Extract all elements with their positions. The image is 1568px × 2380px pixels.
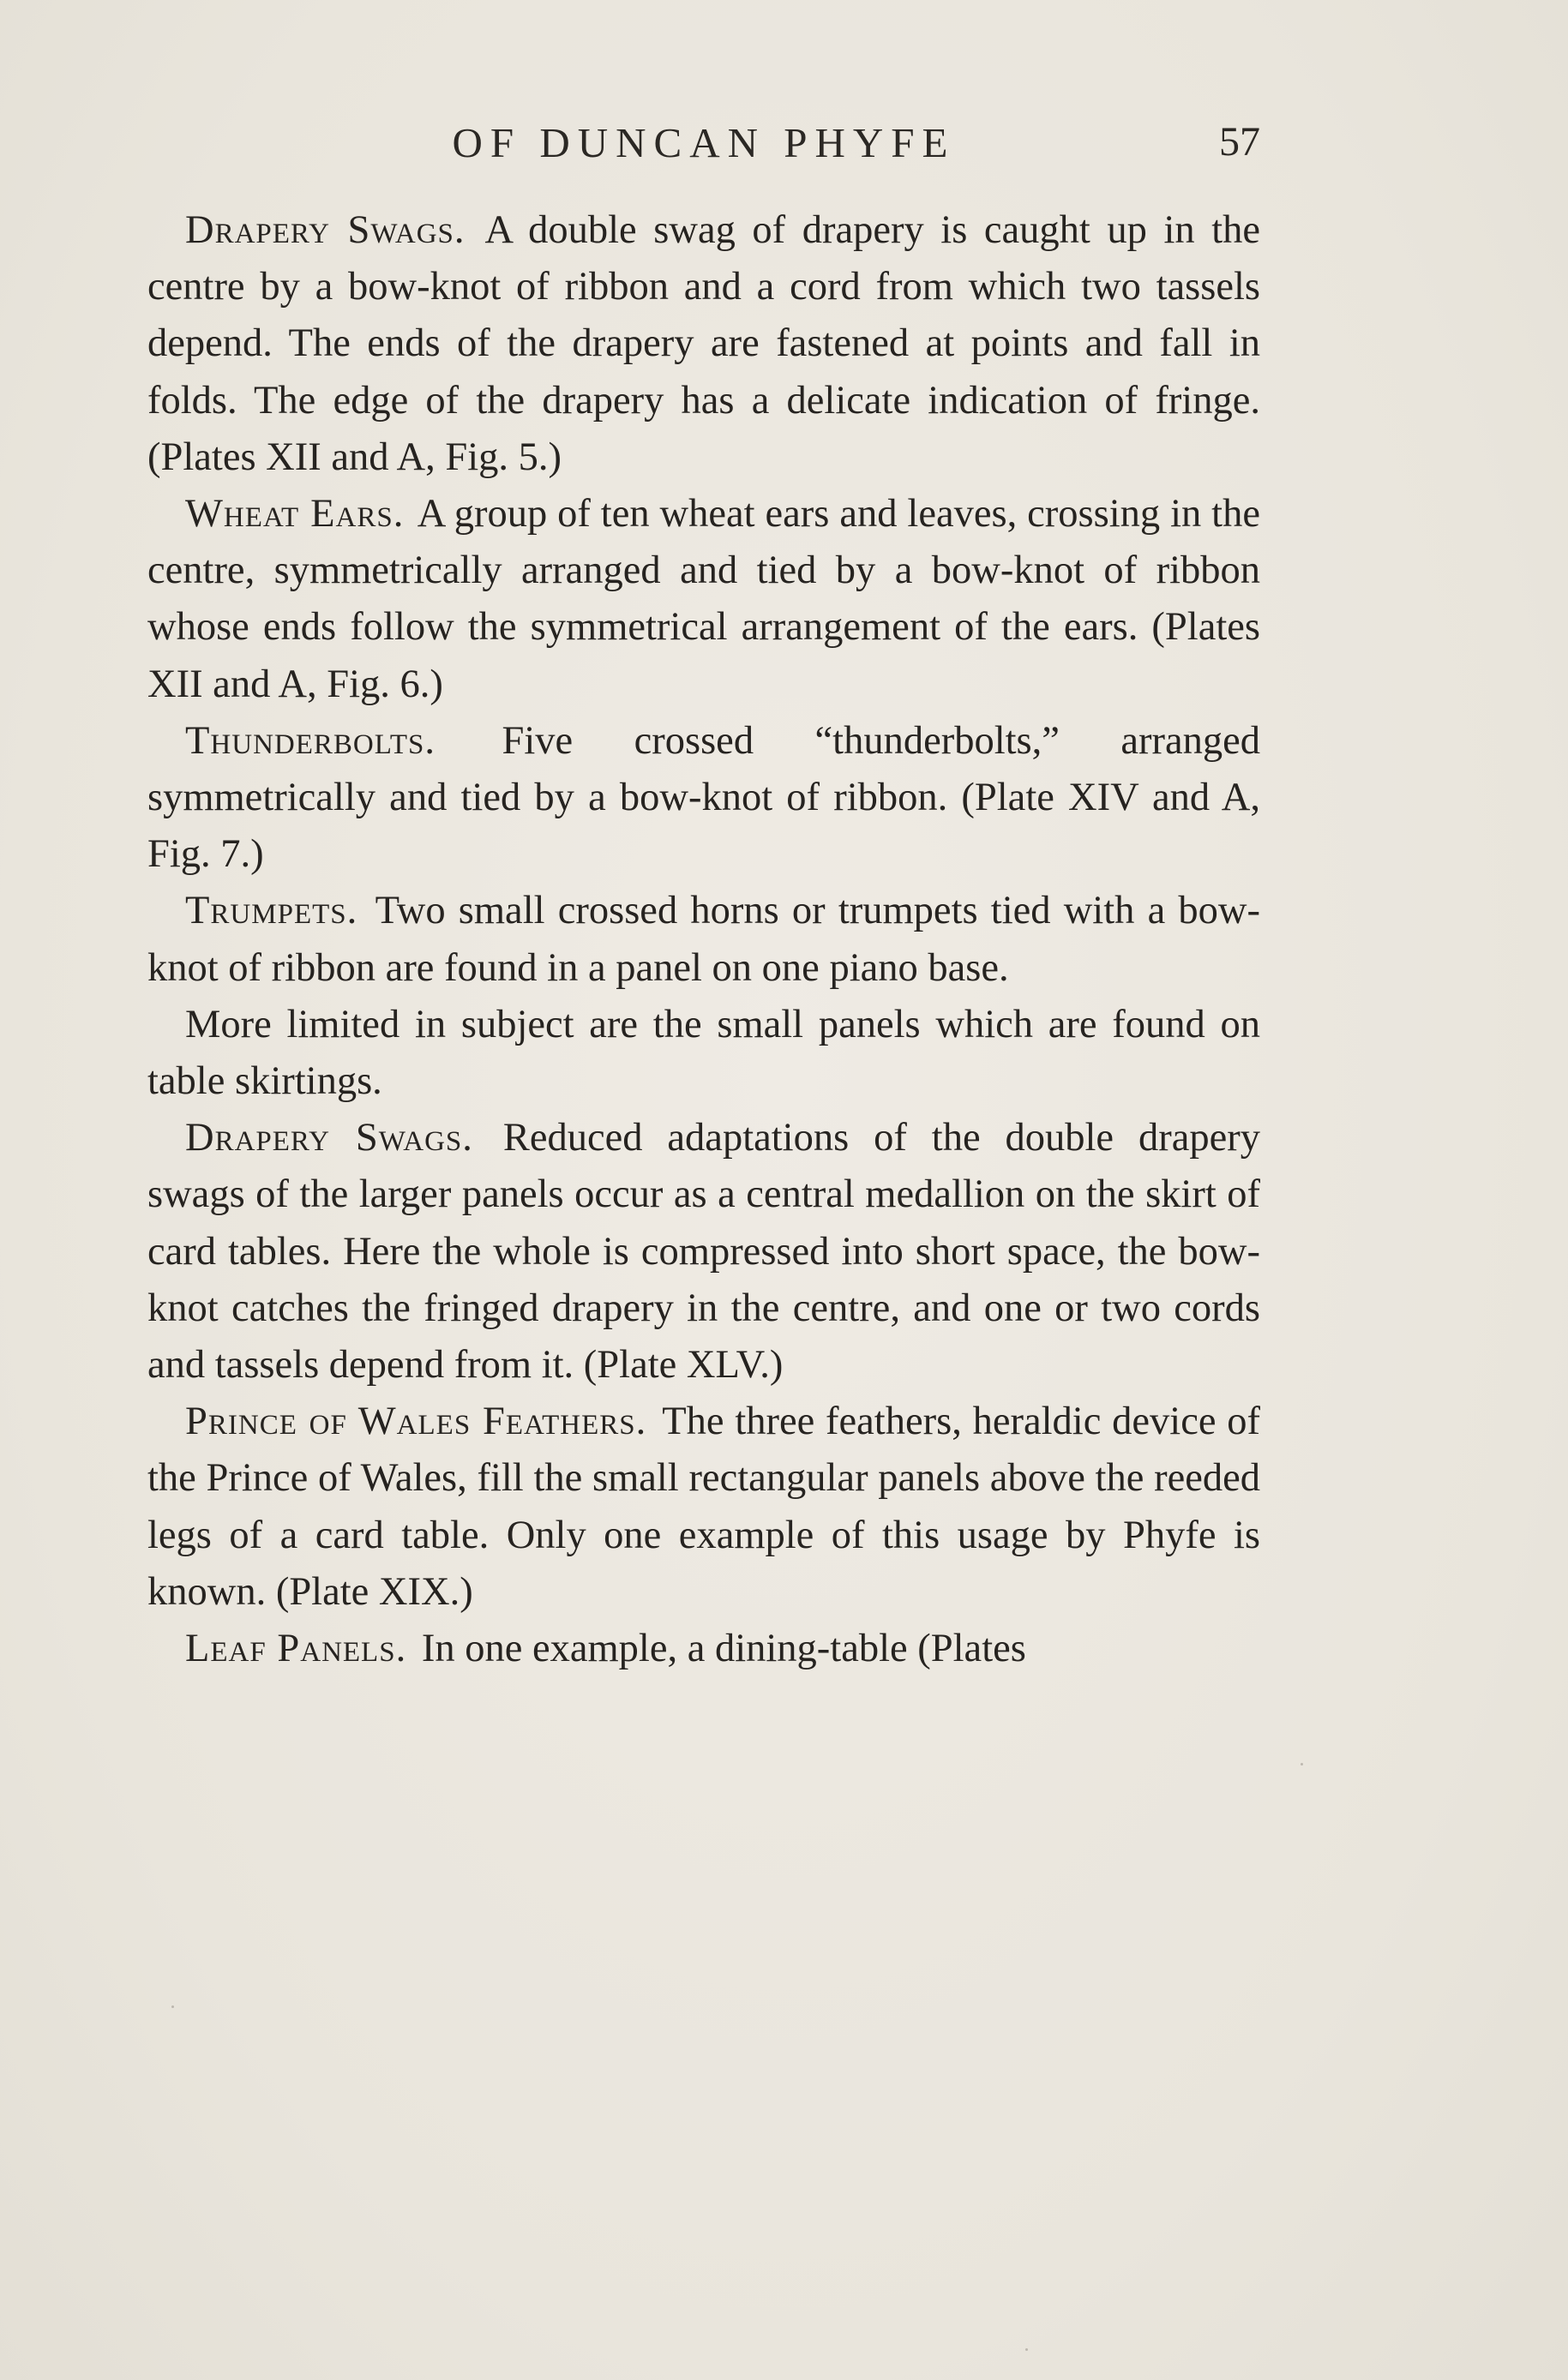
paragraph-thunderbolts: [147, 713, 1260, 884]
paragraph-leaf-panels: [147, 1621, 1260, 1677]
paragraph-drapery-swags: [147, 202, 1260, 486]
page-number: 57: [1219, 119, 1260, 165]
paragraph-lead: Drapery Swags.: [185, 1116, 473, 1160]
paragraph-prince-of-wales-feathers: [147, 1394, 1260, 1621]
paragraph-text: Five crossed “thunderbolts,” arranged symmetrically and tied by a bow-knot of ribbon. (Plate XIV and A, Fig. 7.): [147, 718, 1261, 877]
paragraph-lead: Drapery Swags.: [185, 208, 466, 252]
paragraph-trumpets: [147, 883, 1260, 996]
paragraph-wheat-ears: [147, 486, 1260, 713]
paper-speck: [171, 2005, 174, 2008]
paragraph-lead: Prince of Wales Feathers.: [185, 1400, 647, 1444]
paper-speck: [1301, 1763, 1303, 1766]
paragraph-drapery-swags-reduced: [147, 1110, 1260, 1394]
paragraph-text: A group of ten wheat ears and leaves, crossing in the centre, symmetrically arranged and tied by a bow-knot of ribbon whose ends follow the symmetrical arrangement of the ears. (Plates XII and A, Fig. 6.): [147, 492, 1260, 706]
paragraph-lead: Thunderbolts.: [185, 718, 436, 763]
paper-speck: [1025, 2348, 1028, 2351]
paragraph-lead: Wheat Ears.: [185, 492, 405, 537]
paragraph-lead: Leaf Panels.: [185, 1627, 407, 1671]
paragraph-text: In one example, a dining-table (Plates: [421, 1627, 1026, 1671]
running-head: [147, 118, 1260, 170]
paragraph-text: Reduced adaptations of the double drapery swags of the larger panels occur as a central medallion on the skirt of card tables. Here the whole is compressed into short space, the bow-knot catches the fringed drapery in the centre, and one or two cords and tassels depend from it. (Plate XLV.): [147, 1116, 1260, 1388]
paragraph-lead: Trumpets.: [185, 889, 358, 933]
running-title: OF DUNCAN PHYFE: [452, 119, 956, 166]
paragraph-table-skirtings: [147, 997, 1260, 1110]
paragraph-text: More limited in subject are the small panels which are found on table skirtings.: [147, 1002, 1260, 1104]
paragraph-text: Two small crossed horns or trumpets tied with a bow-knot of ribbon are found in a panel on one piano base.: [147, 889, 1260, 990]
paragraph-text: The three feathers, heraldic device of the Prince of Wales, fill the small rectangular panels above the reeded legs of a card table. Only one example of this usage by Phyfe is known. (Plate XIX.): [147, 1400, 1260, 1614]
body-text: [147, 202, 1260, 1677]
paragraph-text: A double swag of drapery is caught up in the centre by a bow-knot of ribbon and a cord from which two tassels depend. The ends of the drapery are fastened at points and fall in folds. The edge of the drapery has a delicate indication of fringe. (Plates XII and A, Fig. 5.): [147, 208, 1261, 479]
